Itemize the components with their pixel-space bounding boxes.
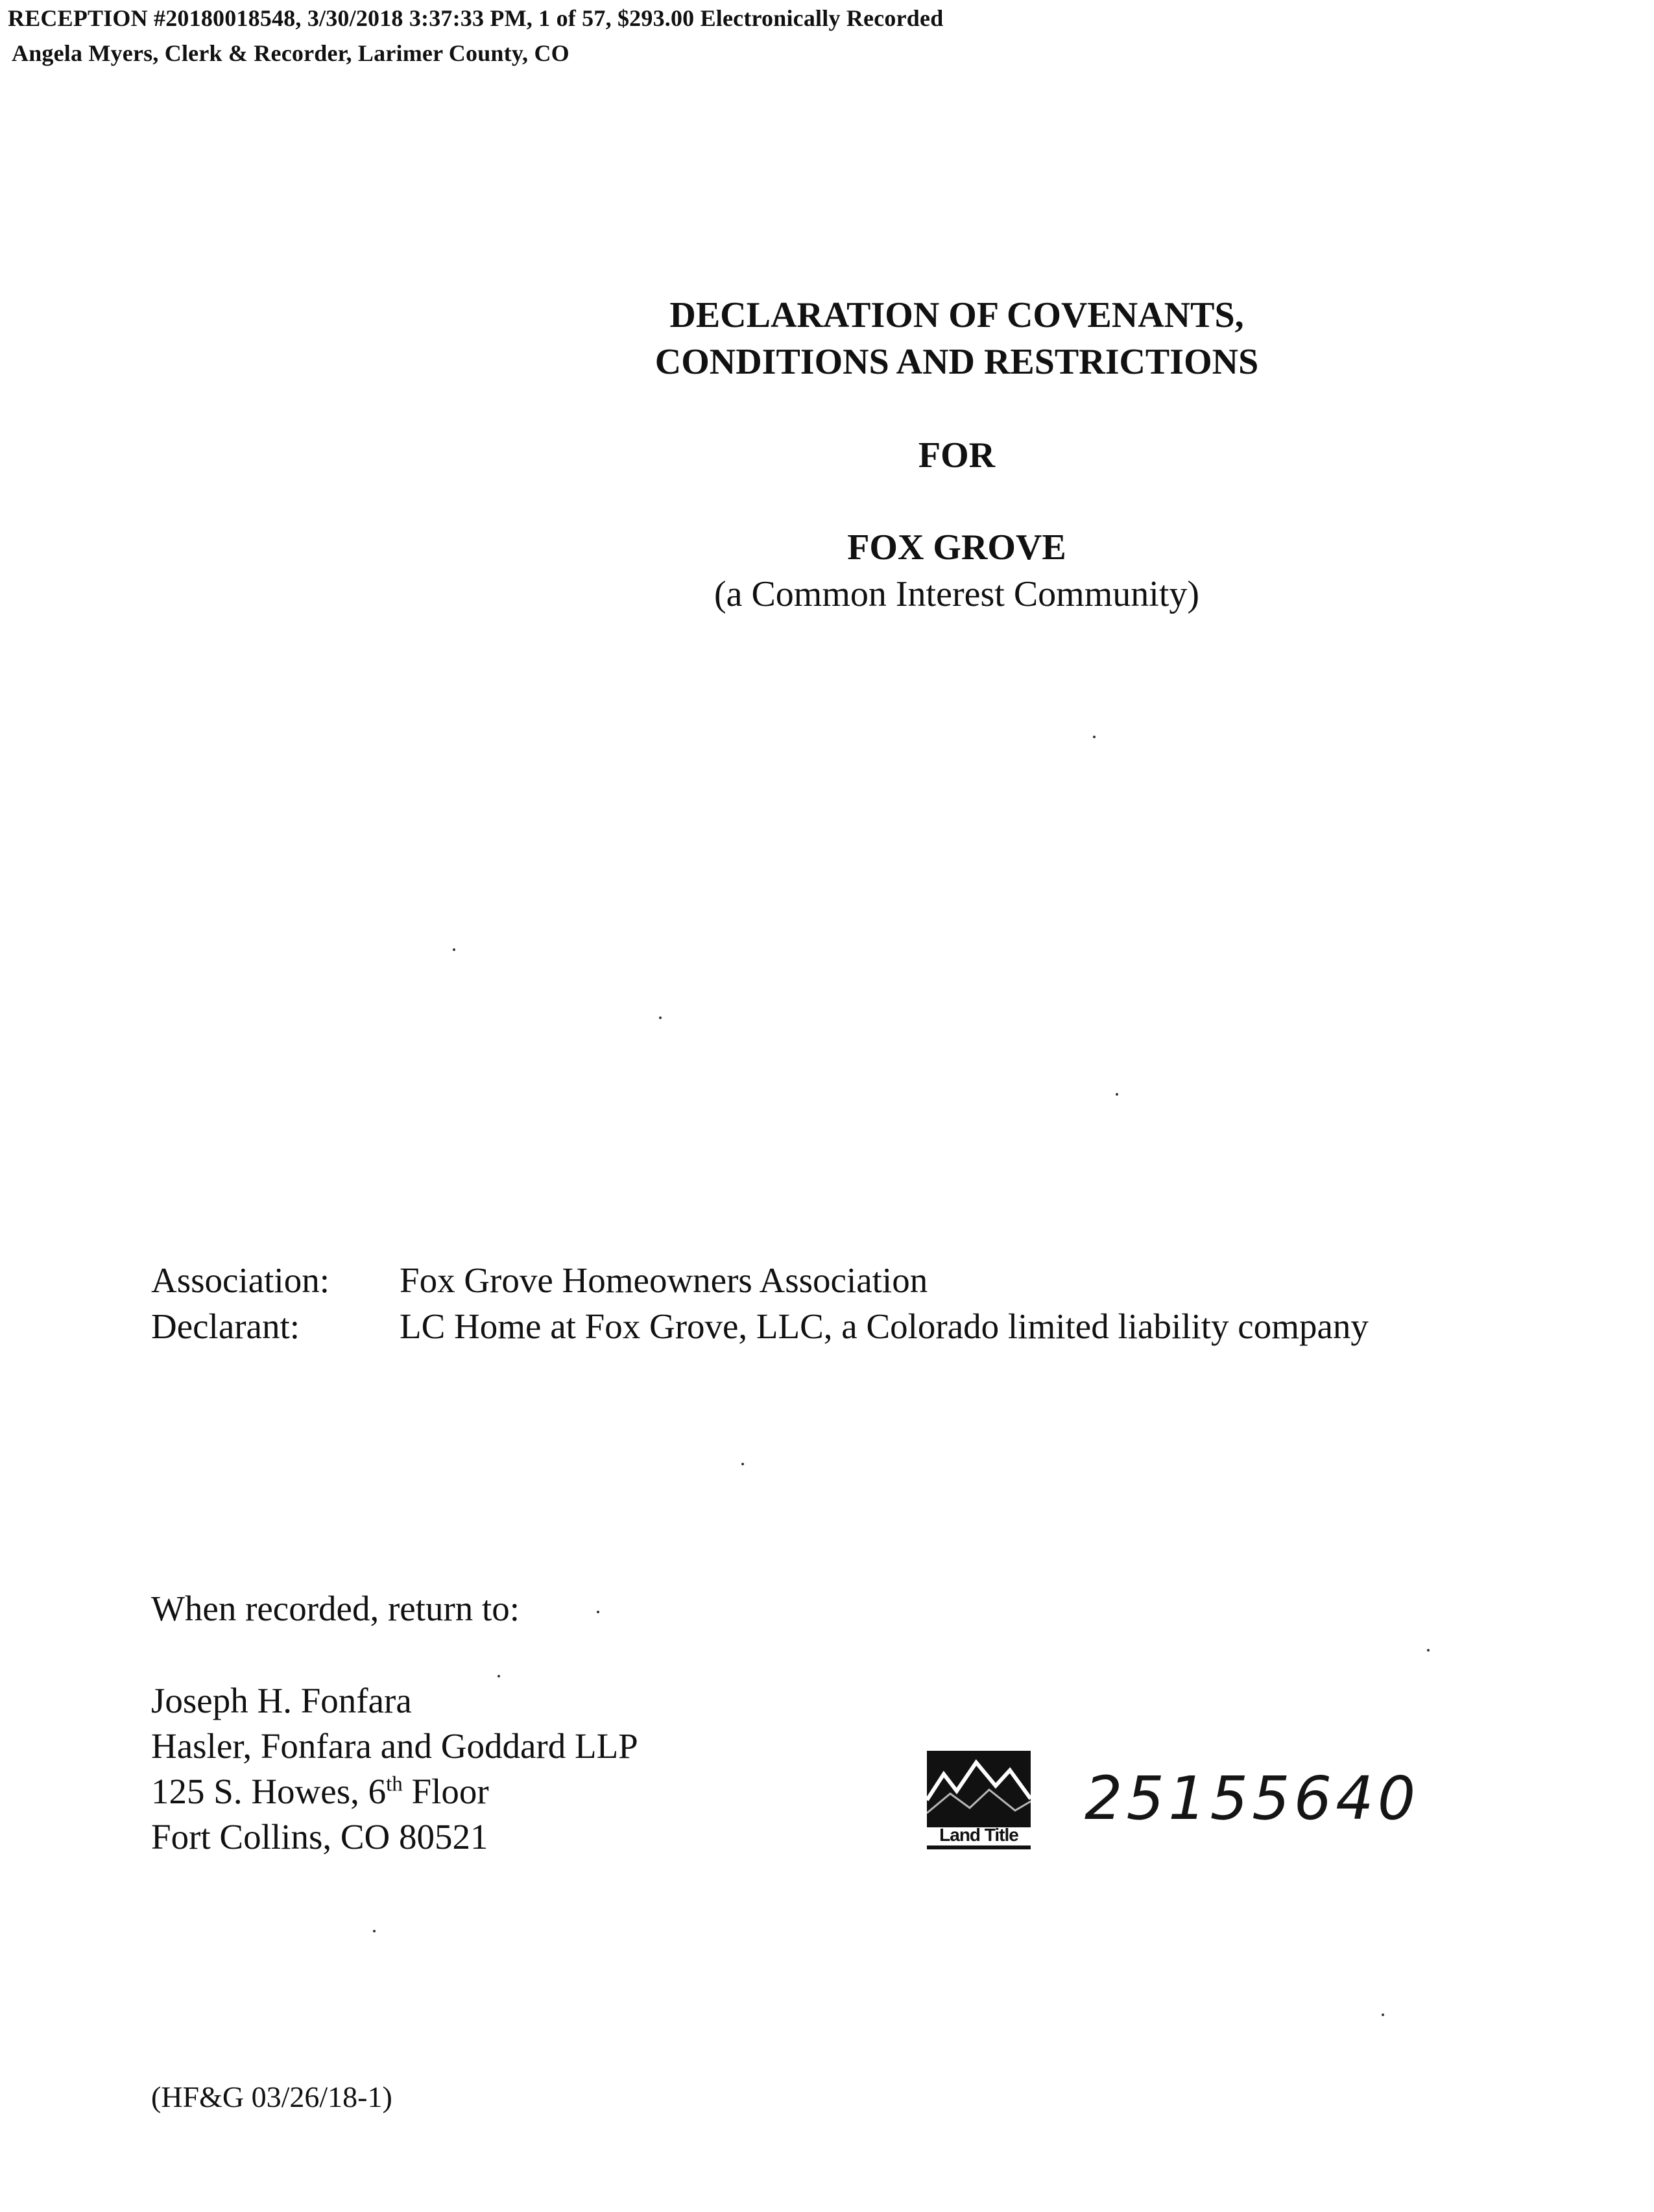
scan-speck <box>1382 2014 1384 2016</box>
scan-speck <box>1093 736 1096 738</box>
return-to-name: Joseph H. Fonfara <box>151 1681 412 1720</box>
recording-stamp-line-1: RECEPTION #20180018548, 3/30/2018 3:37:33 PM, 1 of 57, $293.00 Electronically Recorded <box>8 5 944 31</box>
return-to-street <box>151 1769 489 1814</box>
declarant-label: Declarant: <box>151 1306 300 1346</box>
document-title-line-1: DECLARATION OF COVENANTS, <box>669 295 1244 335</box>
handwritten-order-number: 25155640 <box>1085 1764 1420 1833</box>
scan-speck <box>1427 1649 1430 1652</box>
return-to-city: Fort Collins, CO 80521 <box>151 1817 488 1857</box>
community-name: FOX GROVE <box>847 527 1066 568</box>
scan-speck <box>597 1611 599 1613</box>
scan-speck <box>373 1930 376 1932</box>
document-code: (HF&G 03/26/18-1) <box>151 2080 392 2113</box>
community-type: (a Common Interest Community) <box>713 574 1200 614</box>
scan-speck <box>741 1463 744 1465</box>
association-value: Fox Grove Homeowners Association <box>400 1260 928 1300</box>
return-to-heading: When recorded, return to: <box>151 1589 520 1628</box>
scan-speck <box>659 1016 662 1019</box>
street-suffix: Floor <box>402 1772 489 1811</box>
land-title-logo-text: Land Title <box>939 1825 1018 1845</box>
party-row-association <box>151 1257 1369 1303</box>
document-title-line-2: CONDITIONS AND RESTRICTIONS <box>654 342 1259 382</box>
scan-speck <box>453 948 455 951</box>
recording-stamp-line-2: Angela Myers, Clerk & Recorder, Larimer County, CO <box>12 40 569 66</box>
land-title-logo <box>924 1748 1041 1853</box>
scan-speck <box>497 1675 500 1677</box>
association-label: Association: <box>151 1260 330 1300</box>
party-row-declarant <box>151 1303 1369 1349</box>
street-ordinal-suffix: th <box>386 1772 403 1796</box>
street-prefix: 125 S. Howes, 6 <box>151 1772 387 1811</box>
scan-speck <box>1116 1093 1118 1096</box>
return-to-firm: Hasler, Fonfara and Goddard LLP <box>151 1726 638 1766</box>
document-title-for: FOR <box>918 435 996 475</box>
declarant-value: LC Home at Fox Grove, LLC, a Colorado limited liability company <box>400 1306 1369 1346</box>
parties-block <box>151 1257 1369 1349</box>
